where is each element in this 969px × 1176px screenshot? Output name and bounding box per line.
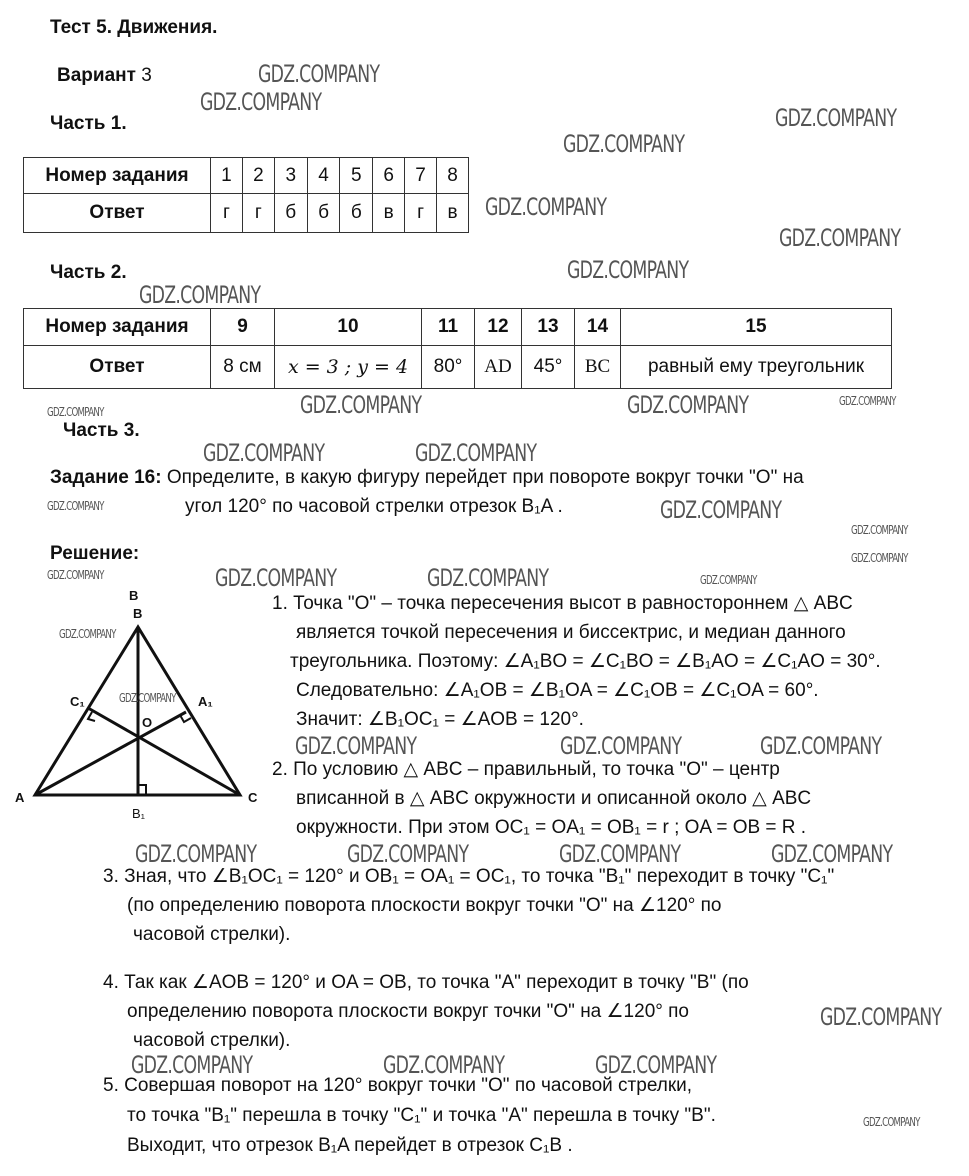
watermark: GDZ.COMPANY	[660, 496, 782, 524]
task-number: 13	[522, 309, 575, 346]
task-number: 10	[275, 309, 422, 346]
step-5-line: Выходит, что отрезок B₁A перейдет в отрезок C₁B .	[127, 1135, 573, 1156]
step-3-line: 3. Зная, что ∠B₁OC₁ = 120° и OB₁ = OA₁ = OC₁, то точка "B₁" переходит в точку "C₁"	[103, 866, 835, 887]
watermark: GDZ.COMPANY	[775, 104, 897, 132]
task-number: 11	[422, 309, 475, 346]
watermark: GDZ.COMPANY	[839, 394, 896, 408]
answer-cell: г	[405, 194, 437, 233]
watermark: GDZ.COMPANY	[295, 732, 417, 760]
task-number: 12	[475, 309, 522, 346]
watermark: GDZ.COMPANY	[700, 573, 757, 587]
altitude-aa1	[35, 712, 186, 795]
answer-cell: в	[373, 194, 405, 233]
watermark: GDZ.COMPANY	[200, 88, 322, 116]
watermark: GDZ.COMPANY	[563, 130, 685, 158]
step-2-line: вписанной в △ ABC окружности и описанной около △ ABC	[296, 788, 812, 809]
step-5-line: 5. Совершая поворот на 120° вокруг точки "O" по часовой стрелки,	[103, 1075, 693, 1096]
label-b: B	[133, 606, 143, 621]
table-row	[24, 194, 469, 233]
step-1-line: треугольника. Поэтому: ∠A₁BO = ∠C₁BO = ∠B₁AO = ∠C₁AO = 30°.	[290, 651, 881, 672]
variant-label: Вариант	[57, 65, 136, 86]
task-number: 1	[211, 158, 243, 194]
answer-header: Ответ	[24, 346, 211, 389]
watermark: GDZ.COMPANY	[863, 1115, 920, 1129]
answer-cell: 80°	[422, 346, 475, 389]
answer-cell: 45°	[522, 346, 575, 389]
watermark: GDZ.COMPANY	[851, 551, 908, 565]
task-number: 9	[211, 309, 275, 346]
part2-table	[23, 308, 892, 389]
table-row	[24, 346, 892, 389]
watermark: GDZ.COMPANY	[760, 732, 882, 760]
task-16-line1	[50, 467, 804, 489]
watermark: GDZ.COMPANY	[131, 1051, 253, 1079]
part1-table	[23, 157, 469, 233]
task-number: 7	[405, 158, 437, 194]
part2-heading: Часть 2.	[50, 262, 127, 283]
task-number: 8	[437, 158, 469, 194]
answer-cell: 8 см	[211, 346, 275, 389]
step-3-line: часовой стрелки).	[133, 924, 291, 945]
watermark: GDZ.COMPANY	[139, 281, 261, 309]
watermark: GDZ.COMPANY	[300, 391, 422, 419]
watermark: GDZ.COMPANY	[415, 439, 537, 467]
variant-number: 3	[141, 65, 152, 86]
watermark: GDZ.COMPANY	[559, 840, 681, 868]
watermark: GDZ.COMPANY	[47, 568, 104, 582]
step-4-line: 4. Так как ∠AOB = 120° и OA = OB, то точка "A" переходит в точку "B" (по	[103, 972, 749, 993]
table-row	[24, 158, 469, 194]
part1-heading: Часть 1.	[50, 113, 127, 134]
watermark: GDZ.COMPANY	[851, 523, 908, 537]
answer-cell: г	[242, 194, 274, 233]
task-number: 3	[274, 158, 307, 194]
step-4-line: определению поворота плоскости вокруг точки "O" на ∠120° по	[127, 1001, 689, 1022]
answer-cell: AD	[475, 346, 522, 389]
part3-heading: Часть 3.	[63, 420, 140, 441]
step-1-line: 1. Точка "O" – точка пересечения высот в равностороннем △ ABC	[272, 593, 853, 614]
watermark: GDZ.COMPANY	[258, 60, 380, 88]
watermark: GDZ.COMPANY	[595, 1051, 717, 1079]
task-16-line2: угол 120° по часовой стрелки отрезок B₁A .	[185, 496, 563, 517]
label-a1: A₁	[198, 694, 213, 709]
watermark: GDZ.COMPANY	[47, 499, 104, 513]
label-c: C	[248, 790, 258, 805]
step-3-line: (по определению поворота плоскости вокруг точки "O" на ∠120° по	[127, 895, 722, 916]
task-label: Задание 16:	[50, 467, 162, 488]
label-b-top: B	[129, 588, 139, 603]
table-row	[24, 309, 892, 346]
answer-cell: равный ему треугольник	[621, 346, 892, 389]
watermark: GDZ.COMPANY	[203, 439, 325, 467]
watermark: GDZ.COMPANY	[485, 193, 607, 221]
answer-cell: б	[307, 194, 340, 233]
step-4-line: часовой стрелки).	[133, 1030, 291, 1051]
label-c1: C₁	[70, 694, 85, 709]
answer-cell: в	[437, 194, 469, 233]
answer-cell: б	[340, 194, 373, 233]
altitude-cc1	[88, 708, 240, 795]
watermark: GDZ.COMPANY	[135, 840, 257, 868]
watermark: GDZ.COMPANY	[347, 840, 469, 868]
label-a: A	[15, 790, 25, 805]
step-1-line: Следовательно: ∠A₁OB = ∠B₁OA = ∠C₁OB = ∠C₁OA = 60°.	[296, 680, 819, 701]
task-number: 2	[242, 158, 274, 194]
answer-cell: г	[211, 194, 243, 233]
watermark: GDZ.COMPANY	[627, 391, 749, 419]
task-number: 5	[340, 158, 373, 194]
step-2-line: окружности. При этом OC₁ = OA₁ = OB₁ = r ; OA = OB = R .	[296, 817, 807, 838]
label-o: O	[142, 715, 153, 730]
answer-cell: x = 3 ; y = 4	[275, 346, 422, 389]
task-number: 15	[621, 309, 892, 346]
answer-cell: б	[274, 194, 307, 233]
watermark: GDZ.COMPANY	[779, 224, 901, 252]
label-b1: B₁	[132, 806, 146, 820]
task-number: 14	[575, 309, 621, 346]
step-1-line: является точкой пересечения и биссектрис, и медиан данного	[296, 622, 846, 643]
watermark: GDZ.COMPANY	[119, 691, 176, 705]
watermark: GDZ.COMPANY	[47, 405, 104, 419]
task-text: Определите, в какую фигуру перейдет при повороте вокруг точки "O" на	[166, 467, 804, 488]
watermark: GDZ.COMPANY	[59, 627, 116, 641]
solution-label: Решение:	[50, 543, 140, 564]
step-1-line: Значит: ∠B₁OC₁ = ∠AOB = 120°.	[296, 709, 584, 730]
row-header: Номер задания	[24, 158, 211, 194]
watermark: GDZ.COMPANY	[427, 564, 549, 592]
task-number: 4	[307, 158, 340, 194]
watermark: GDZ.COMPANY	[820, 1003, 942, 1031]
page-title: Тест 5. Движения.	[50, 17, 218, 38]
watermark: GDZ.COMPANY	[215, 564, 337, 592]
watermark: GDZ.COMPANY	[771, 840, 893, 868]
step-2-line: 2. По условию △ ABC – правильный, то точка "O" – центр	[272, 759, 780, 780]
answer-cell: BC	[575, 346, 621, 389]
watermark: GDZ.COMPANY	[383, 1051, 505, 1079]
variant-heading	[57, 65, 152, 87]
row-header: Номер задания	[24, 309, 211, 346]
watermark: GDZ.COMPANY	[560, 732, 682, 760]
step-5-line: то точка "B₁" перешла в точку "C₁" и точка "A" перешла в точку "B".	[127, 1105, 716, 1126]
answer-header: Ответ	[24, 194, 211, 233]
task-number: 6	[373, 158, 405, 194]
watermark: GDZ.COMPANY	[567, 256, 689, 284]
